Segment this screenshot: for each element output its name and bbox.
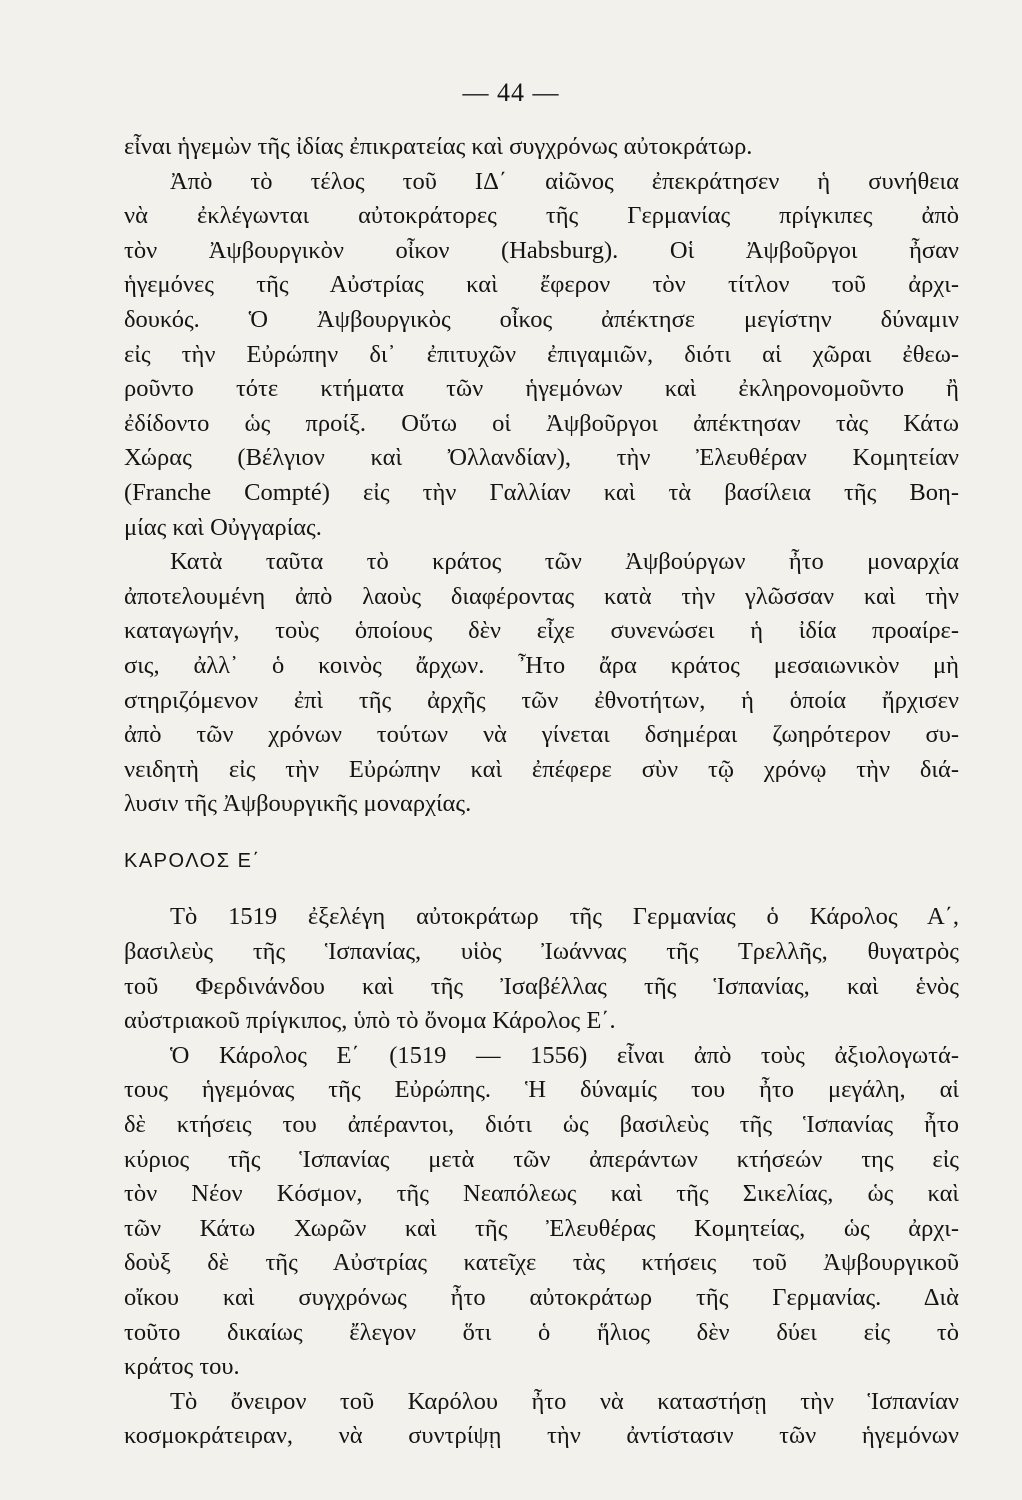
text-line: ἡγεμόνες τῆς Αὐστρίας καὶ ἔφερον τὸν τίτλον τοῦ ἀρχι- [124,271,959,299]
text-line: Χώρας (Βέλγιον καὶ Ὀλλανδίαν), τὴν Ἐλευθέραν Κομητείαν [124,444,959,472]
text-line: ἀποτελουμένη ἀπὸ λαοὺς διαφέροντας κατὰ τὴν γλῶσσαν καὶ τὴν [124,582,959,610]
text-line: Κατὰ ταῦτα τὸ κράτος τῶν Ἀψβούργων ἦτο μοναρχία [170,548,959,576]
text-line: καταγωγήν, τοὺς ὁποίους δὲν εἶχε συνενώσει ἡ ἰδία προαίρε- [124,617,959,645]
text-line: Τὸ ὄνειρον τοῦ Καρόλου ἦτο νὰ καταστήσῃ τὴν Ἱσπανίαν [170,1387,959,1415]
text-line: κράτος του. [124,1353,240,1381]
text-line: τῶν Κάτω Χωρῶν καὶ τῆς Ἐλευθέρας Κομητείας, ὡς ἀρχι- [124,1214,959,1242]
text-line: δουκός. Ὁ Ἀψβουργικὸς οἶκος ἀπέκτησε μεγίστην δύναμιν [124,305,959,333]
paragraph-3 [124,545,959,822]
text-line: τους ἡγεμόνας τῆς Εὐρώπης. Ἡ δύναμίς του ἦτο μεγάλη, αἱ [124,1076,959,1104]
paragraph-4 [124,900,959,1038]
text-line: ἐδίδοντο ὡς προίξ. Οὕτω οἱ Ἀψβοῦργοι ἀπέκτησαν τὰς Κάτω [124,409,959,437]
text-line: εἰς τὴν Εὐρώπην δι᾽ ἐπιτυχῶν ἐπιγαμιῶν, διότι αἱ χῶραι ἐθεω- [124,340,959,368]
text-line: Ὁ Κάρολος Ε΄ (1519 — 1556) εἶναι ἀπὸ τοὺς ἀξιολογωτά- [170,1041,959,1069]
text-line: Ἀπὸ τὸ τέλος τοῦ ΙΔ΄ αἰῶνος ἐπεκράτησεν ἡ συνήθεια [170,167,959,195]
text-line: λυσιν τῆς Ἀψβουργικῆς μοναρχίας. [124,790,472,818]
text-line: βασιλεὺς τῆς Ἱσπανίας, υἱὸς Ἰωάννας τῆς Τρελλῆς, θυγατρὸς [124,938,959,966]
text-line: Τὸ 1519 ἐξελέγη αὐτοκράτωρ τῆς Γερμανίας ὁ Κάρολος Α΄, [170,903,959,931]
text-line: ροῦντο τότε κτήματα τῶν ἡγεμόνων καὶ ἐκληρονομοῦντο ἢ [124,375,959,403]
text-line: κύριος τῆς Ἱσπανίας μετὰ τῶν ἀπεράντων κτήσεών της εἰς [124,1145,959,1173]
text-line: κοσμοκράτειραν, νὰ συντρίψῃ τὴν ἀντίστασιν τῶν ἡγεμόνων [124,1422,959,1450]
text-line: τὸν Νέον Κόσμον, τῆς Νεαπόλεως καὶ τῆς Σικελίας, ὡς καὶ [124,1180,959,1208]
text-line: τὸν Ἀψβουργικὸν οἶκον (Habsburg). Οἱ Ἀψβοῦργοι ἦσαν [124,236,959,264]
text-line: τοῦ Φερδινάνδου καὶ τῆς Ἰσαβέλλας τῆς Ἱσπανίας, καὶ ἑνὸς [124,972,959,1000]
text-line: (Franche Compté) εἰς τὴν Γαλλίαν καὶ τὰ βασίλεια τῆς Βοη- [124,478,959,506]
section-heading: ΚΑΡΟΛΟΣ Ε΄ [124,849,261,872]
paragraph-5 [124,1039,959,1385]
text-line: νὰ ἐκλέγωνται αὐτοκράτορες τῆς Γερμανίας πρίγκιπες ἀπὸ [124,202,959,230]
text-line: νειδητὴ εἰς τὴν Εὐρώπην καὶ ἐπέφερε σὺν τῷ χρόνῳ τὴν διά- [124,755,959,783]
text-line: εἶναι ἡγεμὼν τῆς ἰδίας ἐπικρατείας καὶ συγχρόνως αὐτοκράτωρ. [124,133,753,160]
text-line: ἀπὸ τῶν χρόνων τούτων νὰ γίνεται δσημέραι ζωηρότερον συ- [124,721,959,749]
text-line: οἴκου καὶ συγχρόνως ἦτο αὐτοκράτωρ τῆς Γερμανίας. Διὰ [124,1284,959,1311]
paragraph-2 [124,165,959,546]
text-line: δοὺξ δὲ τῆς Αὐστρίας κατεῖχε τὰς κτήσεις τοῦ Ἀψβουργικοῦ [124,1249,959,1277]
text-line: μίας καὶ Οὐγγαρίας. [124,513,322,541]
body-text [124,130,959,1454]
text-line: στηριζόμενον ἐπὶ τῆς ἀρχῆς τῶν ἐθνοτήτων, ἡ ὁποία ἤρχισεν [124,686,959,714]
paragraph-1 [124,130,959,165]
text-line: τοῦτο δικαίως ἔλεγον ὅτι ὁ ἥλιος δὲν δύει εἰς τὸ [124,1318,959,1346]
page-number: — 44 — [462,78,560,107]
text-line: αὐστριακοῦ πρίγκιπος, ὑπὸ τὸ ὄνομα Κάρολος Ε΄. [124,1007,616,1035]
text-line: σις, ἀλλ᾽ ὁ κοινὸς ἄρχων. Ἦτο ἄρα κράτος μεσαιωνικὸν μὴ [124,651,959,679]
paragraph-6 [124,1385,959,1454]
text-line: δὲ κτήσεις του ἀπέραντοι, διότι ὡς βασιλεὺς τῆς Ἱσπανίας ἦτο [124,1111,959,1139]
